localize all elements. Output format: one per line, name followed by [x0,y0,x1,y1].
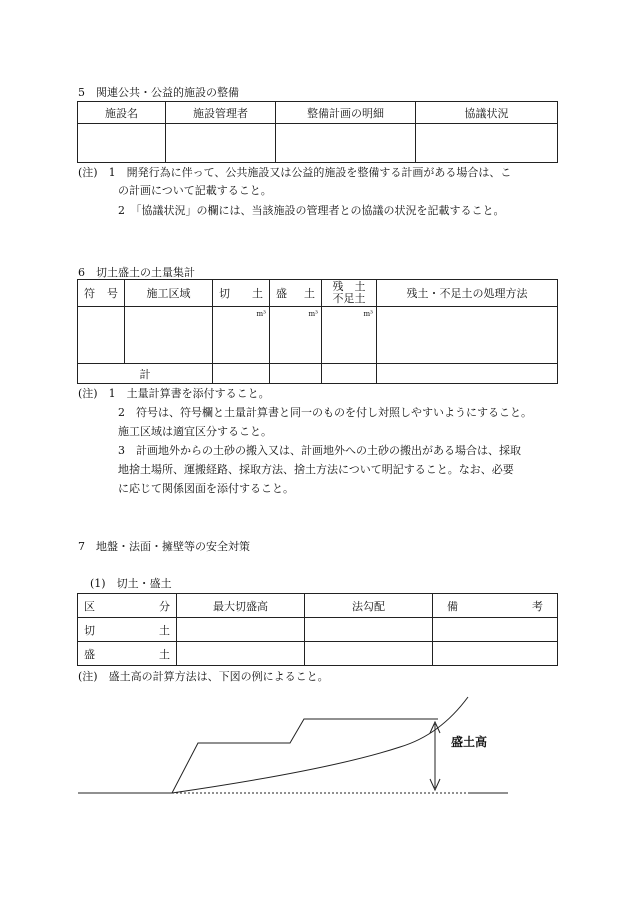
header-kubun: 区 分 [78,594,177,618]
note6-2: 2 符号は、符号欄と土量計算書と同一のものを付し対照しやすいようにすること。 [118,406,532,419]
section7-heading: 7 地盤・法面・擁壁等の安全対策 [78,540,250,553]
header-cut: 切 土 [213,280,270,307]
unit-remaining: m³ [363,310,373,318]
header-consultation-status: 協議状況 [416,102,558,124]
note6-3: 3 計画地外からの土砂の搬入又は、計画地外への土砂の搬出がある場合は、採取 [118,444,521,457]
note6-1: (注) 1 土量計算書を添付すること。 [78,387,270,400]
header-plan-details: 整備計画の明細 [276,102,416,124]
header-fill: 盛 土 [270,280,322,307]
header-disposal-method: 残土・不足土の処理方法 [377,280,558,307]
section7-sub: (1) 切土・盛土 [90,577,172,590]
original-ground-curve [172,697,468,793]
unit-fill: m³ [308,310,318,318]
row-fill-label: 盛 土 [78,642,177,666]
note6-2b: 施工区域は適宜区分すること。 [118,425,272,438]
note6-3b: 地捨土場所、運搬経路、採取方法、捨土方法について明記すること。なお、必要 [118,463,514,476]
header-remaining: 残 土 不足土 [322,280,377,307]
fill-outline [172,719,438,793]
note5-1: (注) 1 開発行為に伴って、公共施設又は公益的施設を整備する計画がある場合は、こ [78,166,512,179]
note7: (注) 盛土高の計算方法は、下図の例によること。 [78,670,329,683]
fill-height-label: 盛土高 [451,735,488,749]
row-cut-label: 切 土 [78,618,177,642]
note5-2: 2 「協議状況」の欄には、当該施設の管理者との協議の状況を記載すること。 [118,204,505,217]
note5-1b: の計画について記載すること。 [118,184,272,197]
note6-3c: に応じて関係図面を添付すること。 [118,482,294,495]
total-label: 計 [78,364,213,384]
header-symbol: 符 号 [78,280,125,307]
header-slope: 法勾配 [305,594,433,618]
unit-cut: m³ [256,310,266,318]
section5-heading: 5 関連公共・公益的施設の整備 [78,86,239,99]
header-max-height: 最大切盛高 [177,594,305,618]
header-remarks: 備 考 [433,594,558,618]
header-area: 施工区域 [125,280,213,307]
section6-heading: 6 切土盛土の土量集計 [78,266,195,279]
header-facility-manager: 施設管理者 [166,102,276,124]
header-facility-name: 施設名 [78,102,166,124]
